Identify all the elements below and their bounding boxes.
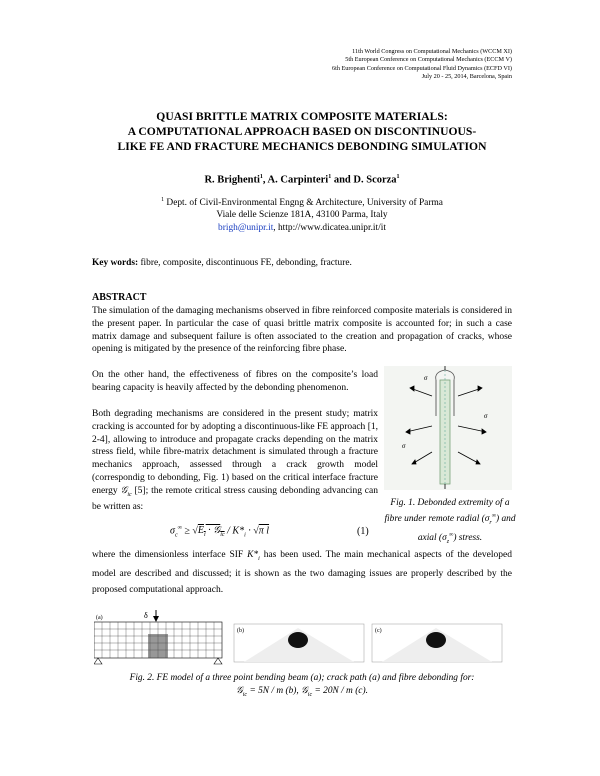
department: Dept. of Civil-Environmental Engng & Architecture, University of Parma [164,198,443,209]
abstract-paragraph: The simulation of the damaging mechanisms observed in fibre reinforced composite materials is considered in the present paper. In particular the case of quasi brittle matrix composite is accounted for; in such a case matrix damage and subsequent failure is often associated to the creation and propagation of cracks, whose opening is mitigated by the presence of the reinforcing fibre phase. [92,306,512,355]
author-name: R. Brighenti [204,174,260,186]
keywords-label: Key words: [92,258,139,268]
delta-label: δ [144,611,148,620]
header-line: 5th European Conference on Computational Mechanics (ECCM V) [345,56,512,64]
fe-mesh-panel [94,610,222,664]
email-link[interactable]: brigh@unipr.it [218,222,274,233]
affiliation: $^1$ Dept. of Civil-Environmental Engng & Architecture, University of Parma Viale delle Scienze 181A, 43100 Parma, Italy brigh@unipr.it, http://www.dicatea.unipr.it/it [92,194,512,234]
keywords [92,258,352,268]
authors: R. Brighenti$^1$, A. Carpinteri$^1$ and D. Scorza$^1$ [204,174,400,186]
title-line: LIKE FE AND FRACTURE MECHANICS DEBONDING SIMULATION [117,140,487,153]
author-name: D. Scorza [353,174,397,186]
abstract-paragraph: Both degrading mechanisms are considered in the present study; matrix cracking is accounted for by adopting a discontinuous-like FE approach [1, 2-4], allowing to introduce and propagate cracks depending on the matrix stress field, while fibre-matrix detachment is simulated through a fracture mechanics approach, assessed through a crack growth model (correspondig to debonding, Fig. 1) based on the critical interface fracture energy 𝒢$_{ic}$ [5]; the remote critical stress causing debonding advancing can be written as: [92,409,378,513]
svg-text:σ: σ [402,442,406,450]
fracture-energy-symbol: 𝒢$_{ic}$ [120,485,132,498]
keywords-text: fibre, composite, discontinuous FE, debonding, fracture. [138,258,352,268]
abstract-paragraph: On the other hand, the effectiveness of fibres on the composite’s load bearing capacity is heavily affected by the debonding phenomenon. [92,370,378,393]
conference-header [332,48,512,82]
panel-a-label: (a) [96,615,103,621]
figure-1-caption: Fig. 1. Debonded extremity of a fibre under remote radial $(\sigma_r^\infty)$ and axial $(\sigma_z^\infty)$ stress. [384,498,516,545]
address: Viale delle Scienze 181A, 43100 Parma, Italy [216,210,388,221]
author-name: A. Carpinteri [267,174,329,186]
svg-text:σ: σ [424,374,428,382]
equation-1: $\sigma_c^\infty \ge √E_i$ · 𝒢$_{ic}$ / $K*_i \cdot √\pi$ l [170,525,270,539]
figure-1-fibre-diagram [384,366,512,490]
crack-zone-b [288,632,308,648]
header-line: July 20 - 25, 2014, Barcelona, Spain [421,73,512,81]
equation-number: (1) [357,526,369,537]
header-line: 11th World Congress on Computational Mechanics (WCCM XI) [352,48,512,55]
figure-2-caption: Fig. 2. FE model of a three point bending beam (a); crack path (a) and fibre debonding for: 𝒢$_{ic}$ = 5N / m (b), 𝒢$_{ic}$ = 20N / m (c). [129,673,475,698]
crack-zone-c [426,632,446,648]
header-line: 6th European Conference on Computational Fluid Dynamics (ECFD VI) [332,64,512,72]
figure-2-fe-model [94,610,514,670]
abstract-paragraph: where the dimensionless interface SIF $K*_i$ has been used. The main mechanical aspects of the developed model are described and discussed; it is shown as the two damaging issues are properly described by the proposed computational approach. [92,550,512,595]
abstract-heading: ABSTRACT [92,292,147,303]
svg-text:σ: σ [484,412,488,420]
paper-title [92,109,512,154]
title-line: A COMPUTATIONAL APPROACH BASED ON DISCONTINUOUS- [127,125,477,138]
website-link[interactable]: , http://www.dicatea.unipr.it/it [273,222,386,233]
panel-b-label: (b) [237,628,244,634]
panel-c-label: (c) [375,628,382,634]
title-line: QUASI BRITTLE MATRIX COMPOSITE MATERIALS: [156,110,448,123]
